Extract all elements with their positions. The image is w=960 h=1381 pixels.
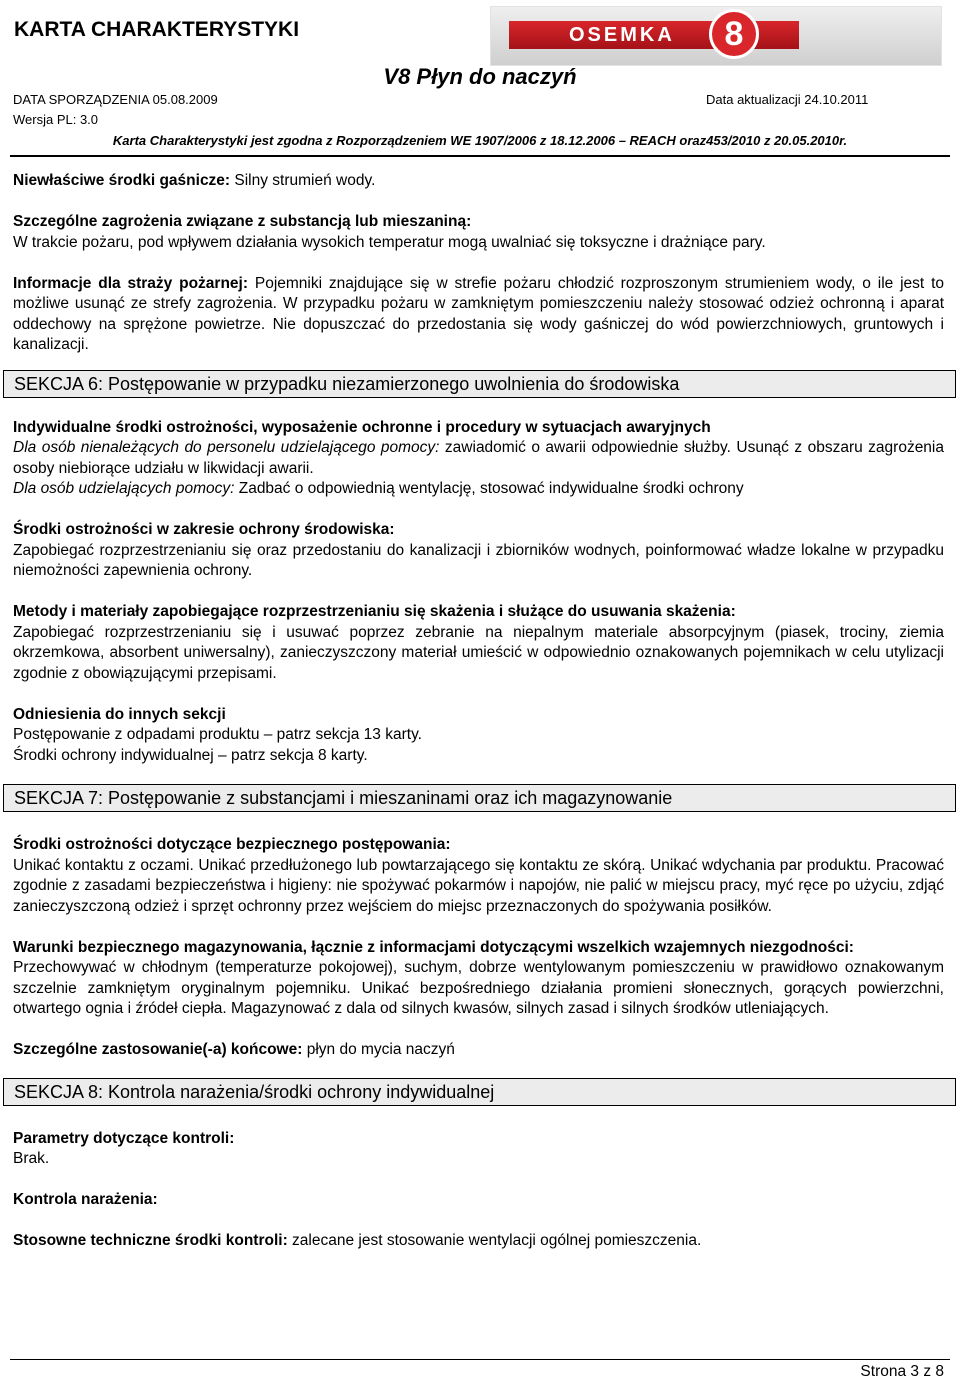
company-logo [490,6,942,66]
env-precautions-heading: Środki ostrożności w zakresie ochrony środowiska: [13,521,395,538]
logo-number: 8 [724,15,744,53]
containment-methods-heading: Metody i materiały zapobiegające rozprzestrzenianiu się skażenia i służące do usuwania skażenia: [13,603,736,620]
section-7-title: SEKCJA 7: Postępowanie z substancjami i mieszaninami oraz ich magazynowanie [3,784,956,812]
section-8-title: SEKCJA 8: Kontrola narażenia/środki ochrony indywidualnej [3,1078,956,1106]
control-params-text: Brak. [13,1150,50,1167]
containment-methods-text: Zapobiegać rozprzestrzenianiu się i usuwać poprzez zebranie na niepalnym materiale absorpcyjnym (piasek, trociny, ziemia okrzemkowa, absorbent uniwersalny), zanieczyszczony materiał umieścić w odpowiednio oznakowanych pojemnikach w celu utylizacji zgodnie z obowiązującymi przepisami. [13,623,944,682]
main-content [13,171,944,1252]
precautions-heading: Indywidualne środki ostrożności, wyposażenie ochronne i procedury w sytuacjach awaryjnych [13,418,711,436]
section-6-title: SEKCJA 6: Postępowanie w przypadku niezamierzonego uwolnienia do środowiska [3,370,956,398]
safe-handling-text: Unikać kontaktu z oczami. Unikać przedłużonego lub powtarzającego się kontaktu ze skórą. Unikać wdychania par produktu. Pracować zgodnie z zasadami bezpieczeństwa i higieny: nie spożywać pokarmów i napojów, nie palić w miejscu pracy, myć ręce po użyciu, zdjąć zanieczyszczoną odzież i sprzęt ochronny przez wejściem do miejsc przeznaczonych do spożywania posiłków. [13,856,944,915]
regulation-note: Karta Charakterystyki jest zgodna z Rozporządzeniem WE 1907/2006 z 18.12.2006 – REACH oraz453/2010 z 20.05.2010r. [112,133,848,148]
storage-heading: Warunki bezpiecznego magazynowania, łącznie z informacjami dotyczącymi wszelkich wzajemnych niezgodności: [13,938,854,956]
product-name: V8 Płyn do naczyń [383,64,577,89]
specific-end-use: Szczególne zastosowanie(-a) końcowe: płyn do mycia naczyń [13,1041,455,1058]
unsuitable-agents: Niewłaściwe środki gaśnicze: Silny strumień wody. [13,172,376,189]
storage-text: Przechowywać w chłodnym (temperaturze pokojowej), suchym, dobrze wentylowanym pomieszczeniu w prawidłowo oznakowanym szczelnie zamkniętym oryginalnym pojemniku. Unikać bezpośredniego działania promieni słonecznych, gorących powierzchni, otwartego ognia i źródeł ciepła. Magazynować z dala od silnych kwasów, silnych zasad i silnych środków utleniających. [13,959,944,1017]
references-heading: Odniesienia do innych sekcji [13,705,226,723]
logo-text: OSEMKA [569,24,675,46]
non-emergency-personnel: Dla osób nienależących do personelu udzielającego pomocy: zawiadomić o awarii odpowiednie służby. Usunąć z obszaru zagrożenia osoby niebiorące udziału w likwidacji awarii. [13,439,944,477]
document-title: KARTA CHARAKTERYSTYKI [14,18,300,41]
engineering-controls: Stosowne techniczne środki kontroli: zalecane jest stosowanie wentylacji ogólnej pomieszczenia. [13,1232,702,1249]
control-params-heading: Parametry dotyczące kontroli: [13,1129,235,1147]
references-line-2: Środki ochrony indywidualnej – patrz sekcja 8 karty. [13,746,368,764]
version: Wersja PL: 3.0 [13,112,99,127]
firefighters-info: Informacje dla straży pożarnej: Pojemniki znajdujące się w strefie pożaru chłodzić rozproszonym strumieniem wody, o ile jest to możliwe usunąć ze strefy zagrożenia. W przypadku pożaru w zamkniętym pomieszczeniu należy stosować odzież ochronną i aparat oddechowy na sprężone powietrze. Nie dopuszczać do przedostania się wody gaśniczej do wód powierzchniowych, gruntowych i kanalizacji. [13,274,944,353]
page-number: Strona 3 z 8 [860,1363,944,1380]
date-prepared: DATA SPORZĄDZENIA 05.08.2009 [13,92,218,107]
emergency-responders: Dla osób udzielających pomocy: Zadbać o odpowiednią wentylację, stosować indywidualne środki ochrony [13,480,744,497]
env-precautions-text: Zapobiegać rozprzestrzenianiu się oraz przedostaniu do kanalizacji i zbiorników wodnych, poinformować władze lokalne w przypadku niemożności zapewnienia ochrony. [13,541,944,579]
exposure-controls-heading: Kontrola narażenia: [13,1191,158,1208]
date-updated: Data aktualizacji 24.10.2011 [706,92,869,107]
safe-handling-heading: Środki ostrożności dotyczące bezpiecznego postępowania: [13,836,451,853]
special-hazards-heading: Szczególne zagrożenia związane z substancją lub mieszaniną: [13,213,472,230]
special-hazards-text: W trakcie pożaru, pod wpływem działania wysokich temperatur mogą uwalniać się toksyczne i drażniące pary. [13,233,766,251]
references-line-1: Postępowanie z odpadami produktu – patrz sekcja 13 karty. [13,726,422,743]
footer-divider [10,1359,950,1360]
header-divider [10,155,950,157]
